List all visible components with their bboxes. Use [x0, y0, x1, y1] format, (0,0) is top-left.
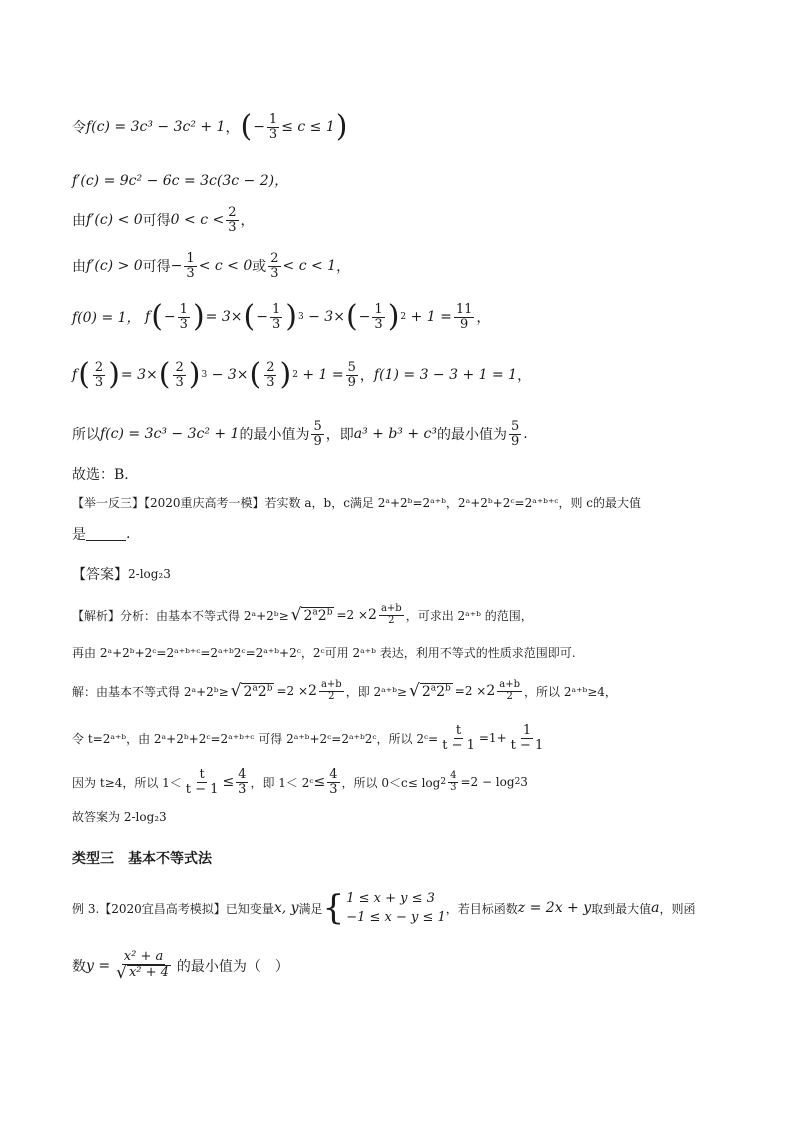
text: ，即 2ᵃ⁺ᵇ≥ [345, 684, 407, 699]
text: 令 t=2ᵃ⁺ᵇ，由 2ᵃ+2ᵇ+2ᶜ=2ᵃ⁺ᵇ⁺ᶜ 可得 2ᵃ⁺ᵇ+2ᶜ=2ᵃ⁺ᵇ2ᶜ，所以 2ᶜ= [72, 731, 439, 746]
line-f-definition: 令 f(c) = 3c³ − 3c² + 1 ， ( − $\frac{1}{3}$ ≤ c ≤ 1 ) [72, 109, 348, 144]
text: 【解析】分析：由基本不等式得 2ᵃ+2ᵇ≥ [72, 608, 289, 623]
text: . [523, 426, 528, 443]
line-solution: 解：由基本不等式得 2ᵃ+2ᵇ≥ √ 2$^a$2$^b$ =2 × 2 $\frac{a+b}{2}$ ，即 2ᵃ⁺ᵇ≥ √ 2$^a$2$^b$ =2 × 2 $\frac{a+b}{2}$ ，所以 2ᵃ⁺ᵇ≥4， [72, 679, 617, 702]
text: 的最小值为（ ） [176, 958, 289, 975]
text: 例 3.【2020宜昌高考模拟】已知变量 [72, 901, 274, 916]
paren-right: ) [335, 109, 348, 144]
line-derivative [72, 170, 734, 190]
text: ，可求出 2ᵃ⁺ᵇ 的范围， [405, 608, 533, 623]
paren-left: ( [240, 109, 253, 144]
answer-label: 【答案】 [72, 567, 128, 583]
math-derivative: f′(c) = 9c² − 6c = 3c(3c − 2)， [72, 173, 289, 189]
text: 的最小值为 [239, 427, 310, 444]
math-res: 0 < c < [170, 212, 225, 229]
line-values-2: f ( $\frac{2}{3}$ ) = 3× ( $\frac{2}{3}$ ) 3 − 3× ( $\frac{2}{3}$ ) 2 + 1 = $\frac{5}{9}$ ， f(1) = 3 − 3 + 1 = 1 ， [72, 357, 532, 392]
text: 故答案为 2-log₂3 [72, 810, 167, 824]
text: 再由 2ᵃ+2ᵇ+2ᶜ=2ᵃ⁺ᵇ⁺ᶜ=2ᵃ⁺ᵇ2ᶜ=2ᵃ⁺ᵇ+2ᶜ，2ᶜ可用 2ᵃ⁺ᵇ 表达，利用不等式的性质求范围即可. [72, 646, 576, 660]
text: 所以 [72, 427, 100, 444]
text: ，即 1＜ 2ᶜ [250, 775, 314, 790]
system-row-1: 1 ≤ x + y ≤ 3 [346, 890, 435, 906]
line-values-1: f(0) = 1， f ( − $\frac{1}{3}$ ) = 3× ( − $\frac{1}{3}$ ) 3 − 3× ( − $\frac{1}{3}$ ) 2 + 1 = $\frac{11}{9}$ ， [72, 299, 491, 334]
text: ，所以 2ᵃ⁺ᵇ≥4， [524, 684, 617, 699]
text: ， [240, 213, 255, 230]
line-choice [72, 464, 734, 484]
line-problem [72, 494, 734, 511]
fraction: $\frac{2}{3}$ [228, 205, 237, 235]
text: =1+ [478, 731, 507, 746]
text: 数 [72, 958, 86, 975]
inequality-system: { 1 ≤ x + y ≤ 3 −1 ≤ x − y ≤ 1 [322, 888, 446, 928]
text: 【举一反三】【2020重庆高考一模】若实数 a，b，c满足 2ᵃ+2ᵇ=2ᵃ⁺ᵇ，2ᵃ+2ᵇ+2ᶜ=2ᵃ⁺ᵇ⁺ᶜ，则 c的最大值 [72, 496, 642, 510]
text: 的最小值为 [437, 427, 507, 444]
text: ，若目标函数 [445, 901, 518, 916]
text: ， [225, 120, 240, 136]
text: 或 [252, 259, 267, 276]
text: 因为 t≥4，所以 1＜ [72, 775, 182, 790]
math-a: a [651, 900, 660, 916]
math-vars: x, y [273, 900, 299, 916]
math-objective: z = 2x + y [517, 900, 592, 916]
text: ，即 [325, 427, 354, 444]
text: 满足 [298, 901, 323, 916]
text: 由 [72, 213, 86, 230]
text: ， [336, 259, 351, 276]
line-example [72, 888, 734, 928]
function-fraction: x² + a √ x² + 4 [116, 949, 169, 983]
line-decreasing [72, 206, 734, 234]
system-row-2: −1 ≤ x − y ≤ 1 [346, 910, 446, 925]
text: 取到最大值 [591, 901, 652, 916]
line-analysis: 【解析】分析：由基本不等式得 2ᵃ+2ᵇ≥ √ 2$^a$2$^b$ =2 × 2 $\frac{a+b}{2}$ ，可求出 2ᵃ⁺ᵇ 的范围， [72, 603, 533, 626]
line-analysis-2 [72, 644, 734, 661]
answer-value: 2-log₂3 [128, 567, 171, 581]
line-function: 数 y = x² + a √ x² + 4 的最小值为（ ） [72, 949, 289, 983]
text: =2 − log [460, 775, 515, 790]
text: =2 × [336, 608, 369, 622]
heading-text: 类型三 基本不等式法 [72, 851, 212, 867]
line-substitution: 令 t=2ᵃ⁺ᵇ，由 2ᵃ+2ᵇ+2ᶜ=2ᵃ⁺ᵇ⁺ᶜ 可得 2ᵃ⁺ᵇ+2ᶜ=2ᵃ⁺ᵇ2ᶜ，所以 2ᶜ= $\frac{t}{t - 1}$ =1+ $\frac{1}{t - 1}$ [72, 723, 544, 753]
text: 可得 [142, 259, 171, 276]
text: 是 [72, 527, 86, 543]
line-answer [72, 564, 734, 584]
text: ，所以 0＜c≤ log [341, 775, 441, 790]
answer-blank [86, 528, 126, 541]
fraction: $\frac{2}{3}$ [270, 251, 279, 281]
text: 可得 [142, 213, 171, 230]
text: 3 [520, 775, 528, 790]
text: =2 × [276, 684, 309, 698]
fraction: $\frac{1}{3}$ [186, 251, 195, 281]
line-increasing: 由 f′(c) > 0 可得 − $\frac{1}{3}$ < c < 0 或 $\frac{2}{3}$ < c < 1 ， [72, 251, 351, 281]
sqrt: √ 2$^a$2$^b$ [290, 604, 333, 625]
text: ，则函 [659, 901, 696, 916]
line-final-answer [72, 808, 734, 825]
text: 由 [72, 259, 86, 276]
text: ， [517, 368, 532, 384]
math-cond: f′(c) < 0 [86, 212, 143, 229]
text: 解：由基本不等式得 2ᵃ+2ᵇ≥ [72, 684, 229, 699]
math-cond: f′(c) > 0 [86, 258, 143, 275]
math-f0: f(0) = 1， [72, 310, 141, 326]
text: 故选：B. [72, 467, 129, 483]
text: ， [476, 310, 491, 326]
line-conclusion: 所以 f(c) = 3c³ − 3c² + 1 的最小值为 $\frac{5}{9}$ ，即 a³ + b³ + c³ 的最小值为 $\frac{5}{9}$ . [72, 419, 528, 449]
line-problem-2 [72, 524, 734, 544]
section-heading [72, 848, 734, 868]
fraction-1-3: $\frac{1}{3}$ [268, 111, 278, 142]
text: 令 [72, 120, 86, 136]
math-fc: f(c) = 3c³ − 3c² + 1 [86, 119, 226, 135]
line-bounds: 因为 t≥4，所以 1＜ $\frac{t}{t - 1}$ ≤ $\frac{4}{3}$ ，即 1＜ 2ᶜ ≤ $\frac{4}{3}$ ，所以 0＜c≤ log 2 $\frac{4}{3}$ =2 − log 2 3 [72, 767, 528, 797]
text: . [126, 526, 131, 542]
